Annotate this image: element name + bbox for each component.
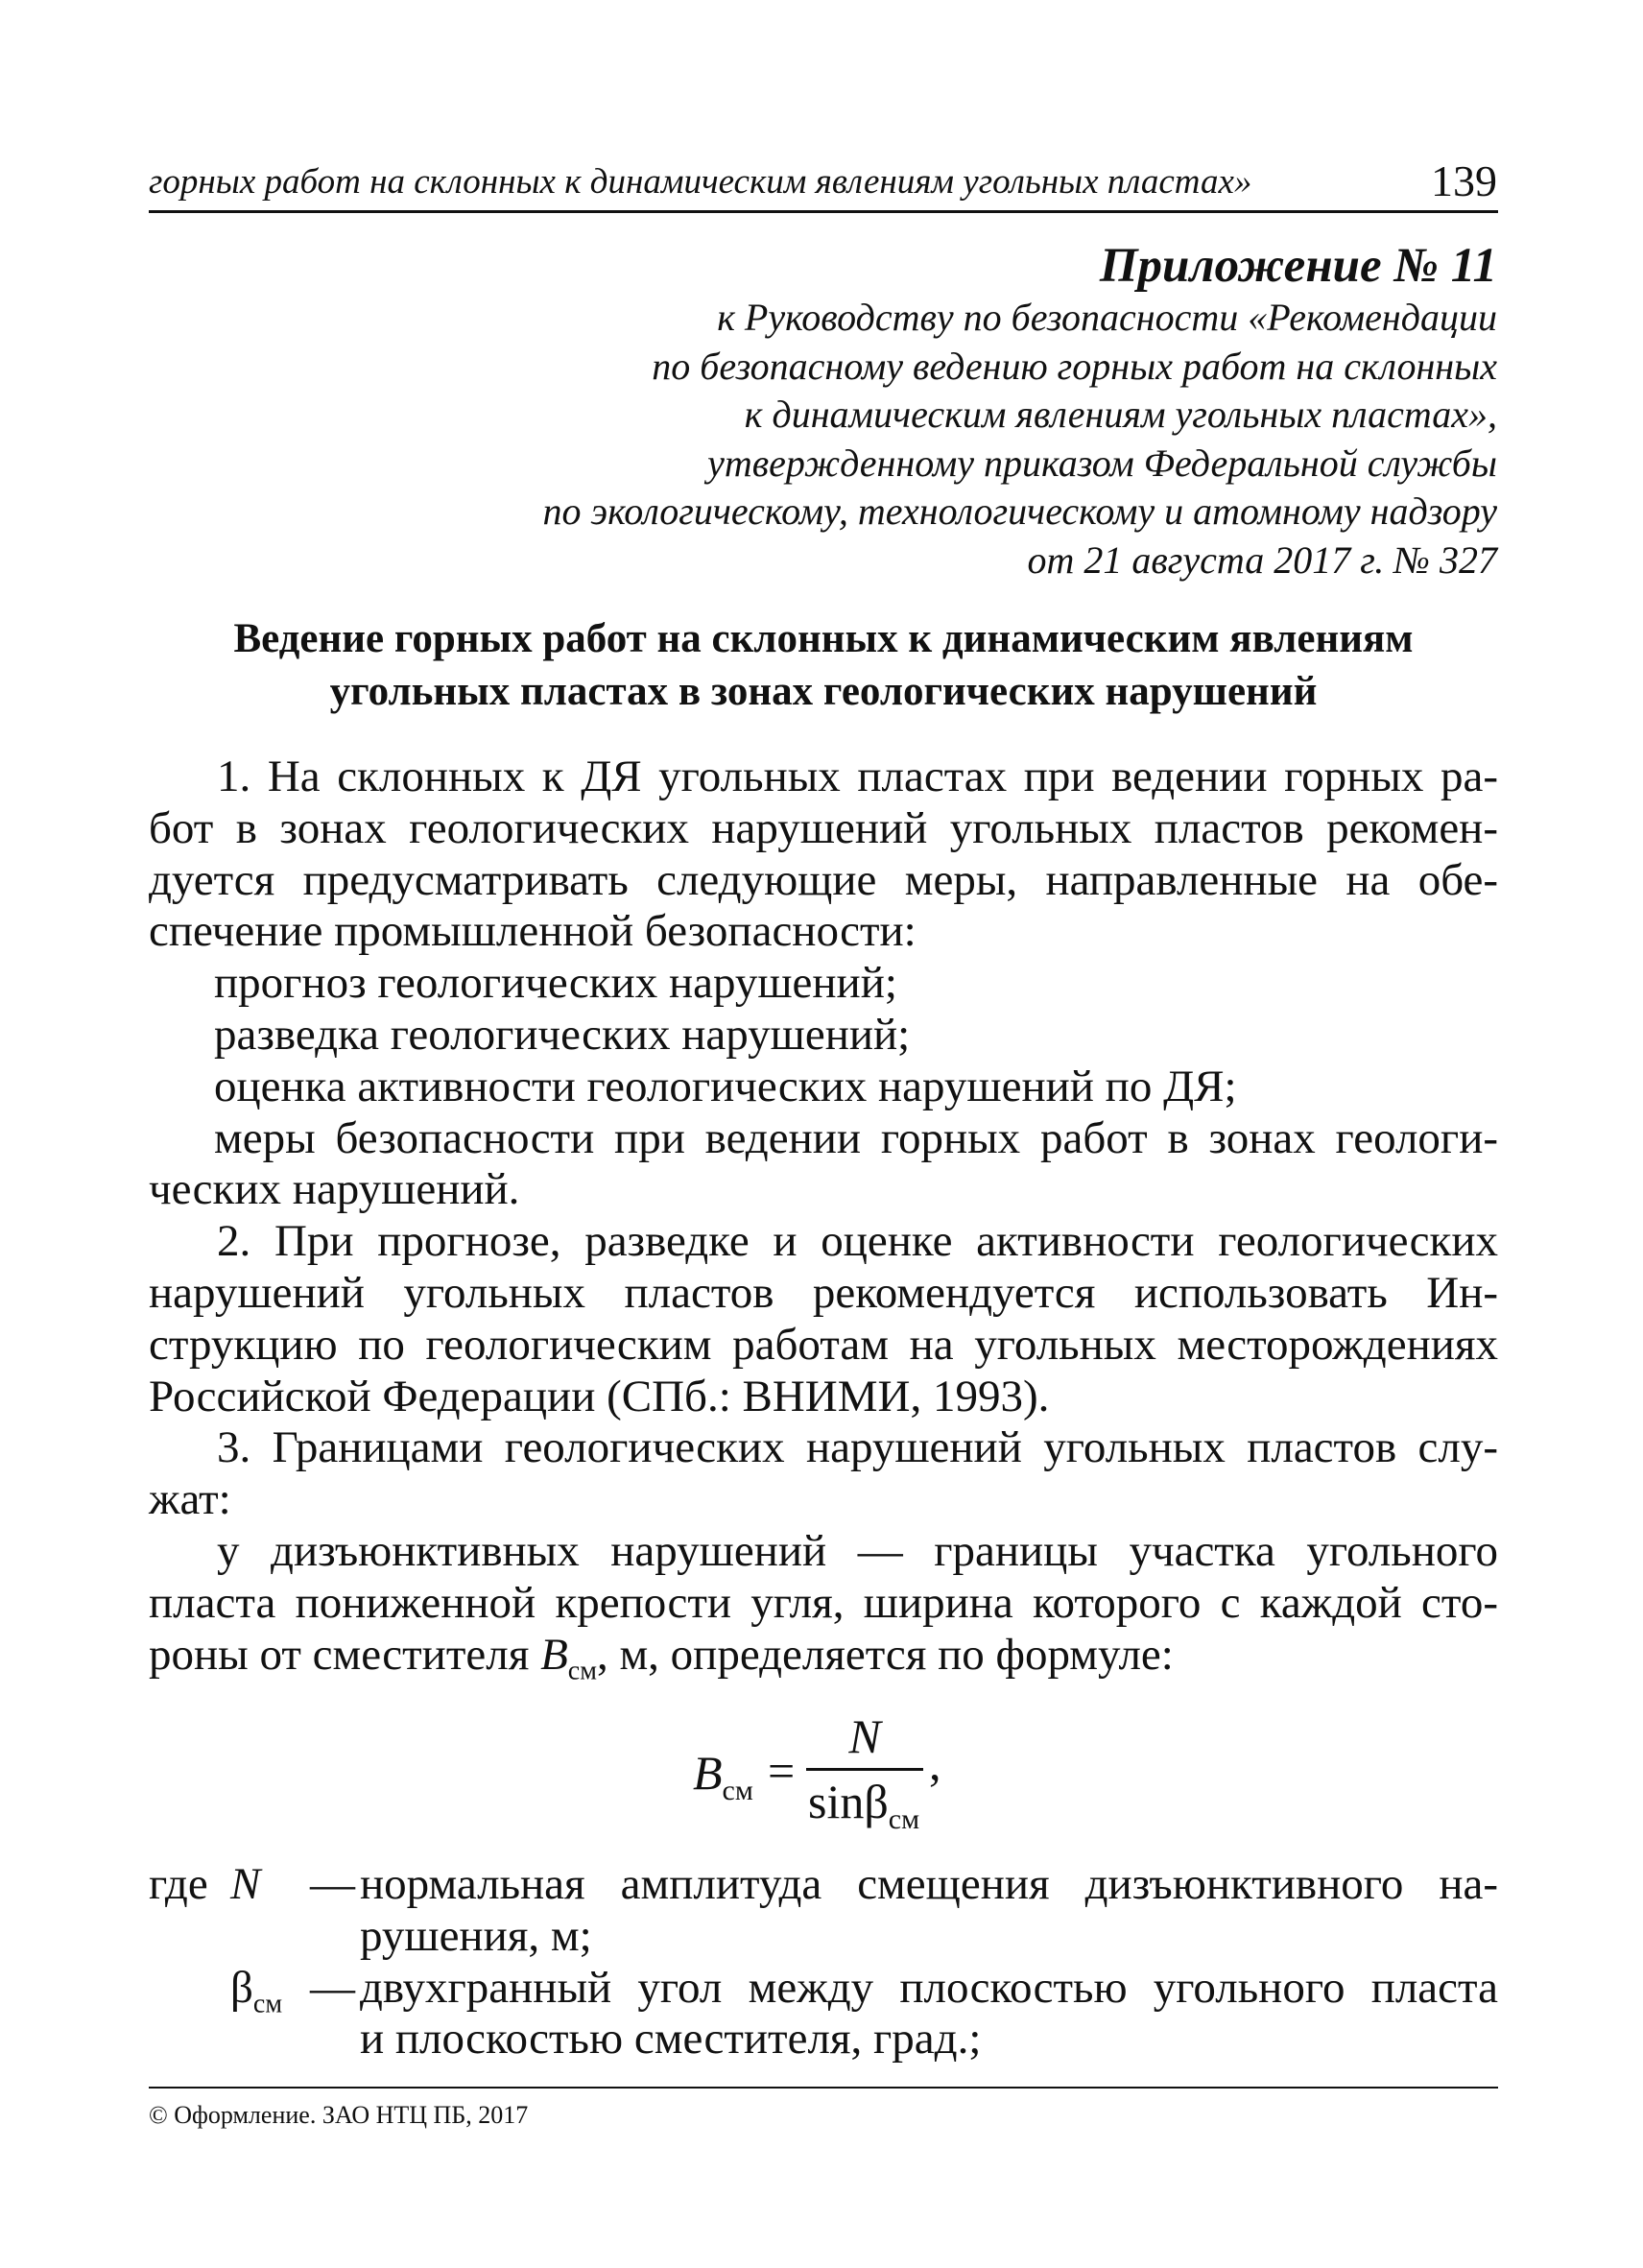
appendix-line: утвержденному приказом Федеральной службы [707,441,1497,485]
formula-equals: = [768,1744,796,1798]
formula-lhs [693,1745,753,1807]
inline-subscript: см [567,1655,597,1685]
list-item-continuation: ческих нарушений. [149,1164,520,1215]
formula-denominator-subscript: см [888,1803,920,1835]
footer-rule [149,2087,1498,2089]
inline-text: роны от сместителя [149,1629,541,1680]
definition-dash: — [310,1859,355,1909]
definition-row [149,2014,1498,2065]
definitions-block [149,1859,1498,2065]
list-item: меры безопасности при ведении горных работ в зонах геологи- [214,1112,1498,1163]
formula-denominator-text: sinβ [808,1775,889,1828]
definition-text: и плоскостью сместителя, град.; [360,2014,982,2065]
paragraph-line: струкцию по геологическим работам на угольных месторождениях [149,1319,1498,1370]
header-rule [149,210,1498,213]
paragraph-line: жат: [149,1474,231,1525]
page-number: 139 [1431,156,1497,205]
paragraph-line: 2. При прогнозе, разведке и оценке активности геологических [217,1216,1498,1267]
where-label: где [149,1859,208,1909]
body-text [149,752,1498,1685]
paragraph-line [149,1629,1498,1685]
paragraph-line: 3. Границами геологических нарушений угольных пластов слу- [217,1422,1498,1473]
appendix-line: к Руководству по безопасности «Рекомендации [717,296,1497,339]
appendix-title: Приложение № 11 [1099,239,1497,293]
definition-row [149,1962,1498,2018]
definition-text: рушения, м; [360,1910,592,1961]
paragraph-line: 1. На склонных к ДЯ угольных пластах при ведении горных ра- [217,752,1498,801]
formula-lhs-symbol: B [693,1746,723,1800]
heading-line: Ведение горных работ на склонных к динамическим явлениям [233,616,1414,661]
list-item: оценка активности геологических нарушений по ДЯ; [214,1061,1237,1111]
formula-lhs-subscript: см [722,1775,753,1806]
definition-dash: — [310,1962,355,2013]
inline-text: , м, определяется по формуле: [596,1629,1174,1680]
formula [693,1708,981,1852]
appendix-line: к динамическим явлениям угольных пластах», [744,393,1497,436]
section-heading [149,612,1498,718]
footer-copyright: © Оформление. ЗАО НТЦ ПБ, 2017 [149,2101,529,2129]
definition-row [149,1911,1498,1963]
fraction-bar [806,1768,923,1771]
paragraph-line: у дизъюнктивных нарушений — границы участка угольного [217,1525,1498,1576]
list-item: прогноз геологических нарушений; [214,958,897,1009]
appendix-line: по безопасному ведению горных работ на склонных [652,344,1497,388]
paragraph-line: пласта пониженной крепости угля, ширина которого с каждой сто- [149,1577,1498,1628]
paragraph-line: спечение промышленной безопасности: [149,906,917,957]
paragraph-line: Российской Федерации (СПб.: ВНИМИ, 1993). [149,1371,1050,1421]
heading-line: угольных пластах в зонах геологических нарушений [329,669,1318,714]
formula-denominator [808,1774,919,1836]
formula-comma: , [929,1736,941,1790]
inline-symbol: B [540,1629,568,1680]
appendix-reference [384,294,1497,585]
formula-numerator: N [848,1709,881,1763]
definition-symbol-glyph: β [230,1962,253,2013]
paragraph-line: дуется предусматривать следующие меры, направленные на обе- [149,854,1498,905]
running-header: горных работ на склонных к динамическим явлениям угольных пластах» [149,162,1252,202]
appendix-line: от 21 августа 2017 г. № 327 [1027,537,1497,582]
definition-symbol: N [230,1859,261,1909]
list-item: разведка геологических нарушений; [214,1009,911,1060]
paragraph-line: нарушений угольных пластов рекомендуется использовать Ин- [149,1267,1498,1318]
definition-symbol-subscript: см [252,1988,283,2018]
definition-text: двухгранный угол между плоскостью угольного пласта [360,1962,1498,2013]
appendix-line: по экологическому, технологическому и атомному надзору [542,489,1497,533]
paragraph-line: бот в зонах геологических нарушений угольных пластов рекомен- [149,802,1498,853]
definition-text: нормальная амплитуда смещения дизъюнктивного на- [360,1859,1498,1909]
definition-row [149,1859,1498,1911]
